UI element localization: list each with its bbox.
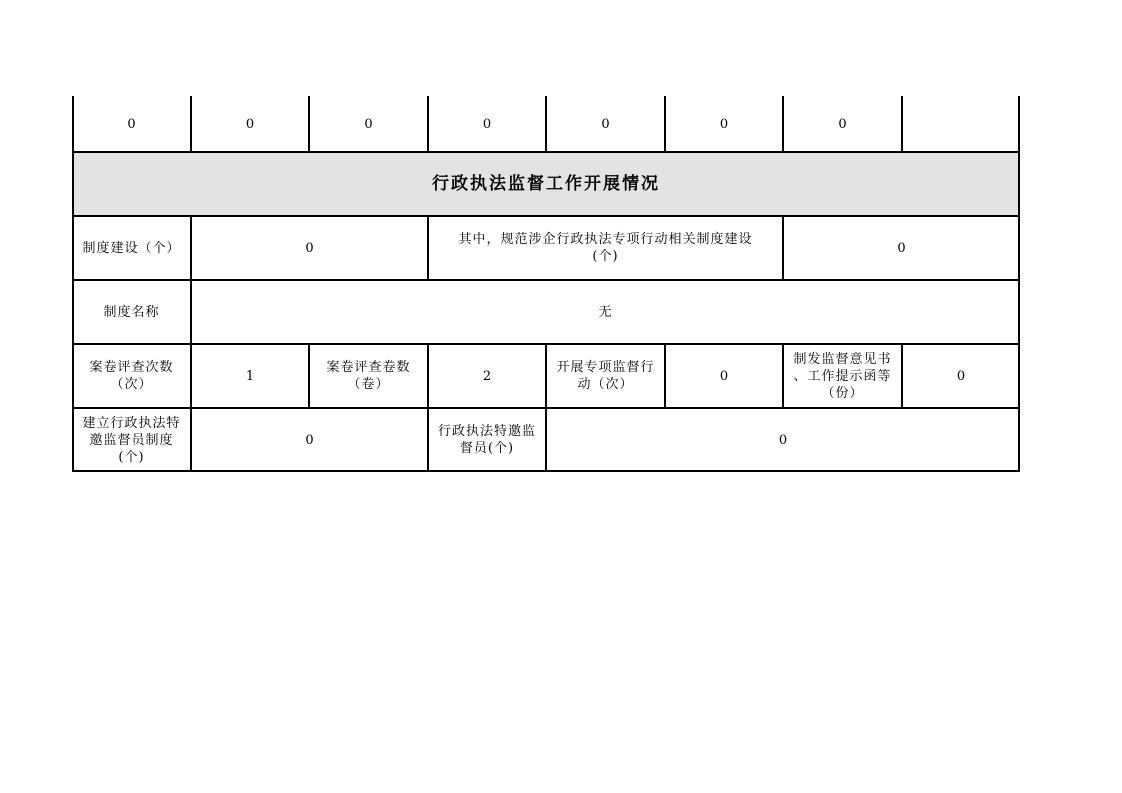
system-building-sub-value: 0	[897, 240, 906, 256]
supervision-table	[72, 96, 1020, 472]
grid-line	[427, 344, 429, 408]
grid-line	[190, 408, 192, 472]
top-row-cell-5: 0	[601, 116, 610, 132]
grid-line	[664, 344, 666, 408]
grid-line	[901, 344, 903, 408]
system-building-sub-label: 其中，规范涉企行政执法专项行动相关制度建设 (个)	[458, 232, 753, 264]
top-row-cell-2: 0	[245, 116, 255, 132]
top-row-cell-3: 0	[364, 116, 373, 132]
special-supervisor-count-value: 0	[778, 432, 788, 448]
grid-line	[545, 344, 547, 408]
special-supervision-value: 0	[719, 368, 729, 384]
case-review-count-value: 1	[245, 368, 255, 384]
top-row-cell-8	[902, 96, 1020, 152]
grid-line	[72, 279, 1020, 281]
special-supervisor-system-value: 0	[305, 432, 314, 448]
grid-line	[190, 344, 192, 408]
top-row-cell-6: 0	[719, 116, 729, 132]
grid-line	[782, 344, 784, 408]
grid-line	[190, 216, 192, 280]
system-names-label: 制度名称	[103, 304, 160, 320]
case-review-count-label: 案卷评查次数 （次）	[89, 360, 174, 392]
supervision-opinion-label: 制发监督意见书 、工作提示函等 （份）	[793, 351, 892, 401]
special-supervisor-system-label: 建立行政执法特 邀监督员制度 (个)	[82, 415, 181, 465]
system-names-value: 无	[598, 304, 613, 320]
grid-line	[308, 344, 310, 408]
system-building-label: 制度建设（个）	[82, 240, 181, 256]
system-building-value: 0	[305, 240, 314, 256]
section-title: 行政执法监督工作开展情况	[72, 152, 1020, 216]
grid-line	[782, 216, 784, 280]
grid-line	[1018, 96, 1020, 472]
grid-line	[664, 96, 666, 152]
grid-line	[190, 96, 192, 152]
top-row-cell-7: 0	[838, 116, 847, 132]
case-review-volumes-label: 案卷评查卷数 （卷）	[326, 360, 411, 392]
grid-line	[72, 96, 74, 472]
special-supervisor-count-label: 行政执法特邀监 督员(个)	[437, 424, 536, 456]
grid-line	[782, 96, 784, 152]
grid-line	[72, 215, 1020, 217]
grid-line	[545, 408, 547, 472]
grid-line	[545, 96, 547, 152]
top-row-cell-1: 0	[127, 116, 136, 132]
grid-line	[308, 96, 310, 152]
supervision-opinion-value: 0	[956, 368, 966, 384]
top-row-cell-4: 0	[482, 116, 492, 132]
special-supervision-label: 开展专项监督行 动（次）	[556, 360, 655, 392]
grid-line	[190, 280, 192, 344]
grid-line	[901, 96, 903, 152]
grid-line	[427, 216, 429, 280]
grid-line	[427, 408, 429, 472]
case-review-volumes-value: 2	[482, 368, 492, 384]
grid-line	[427, 96, 429, 152]
